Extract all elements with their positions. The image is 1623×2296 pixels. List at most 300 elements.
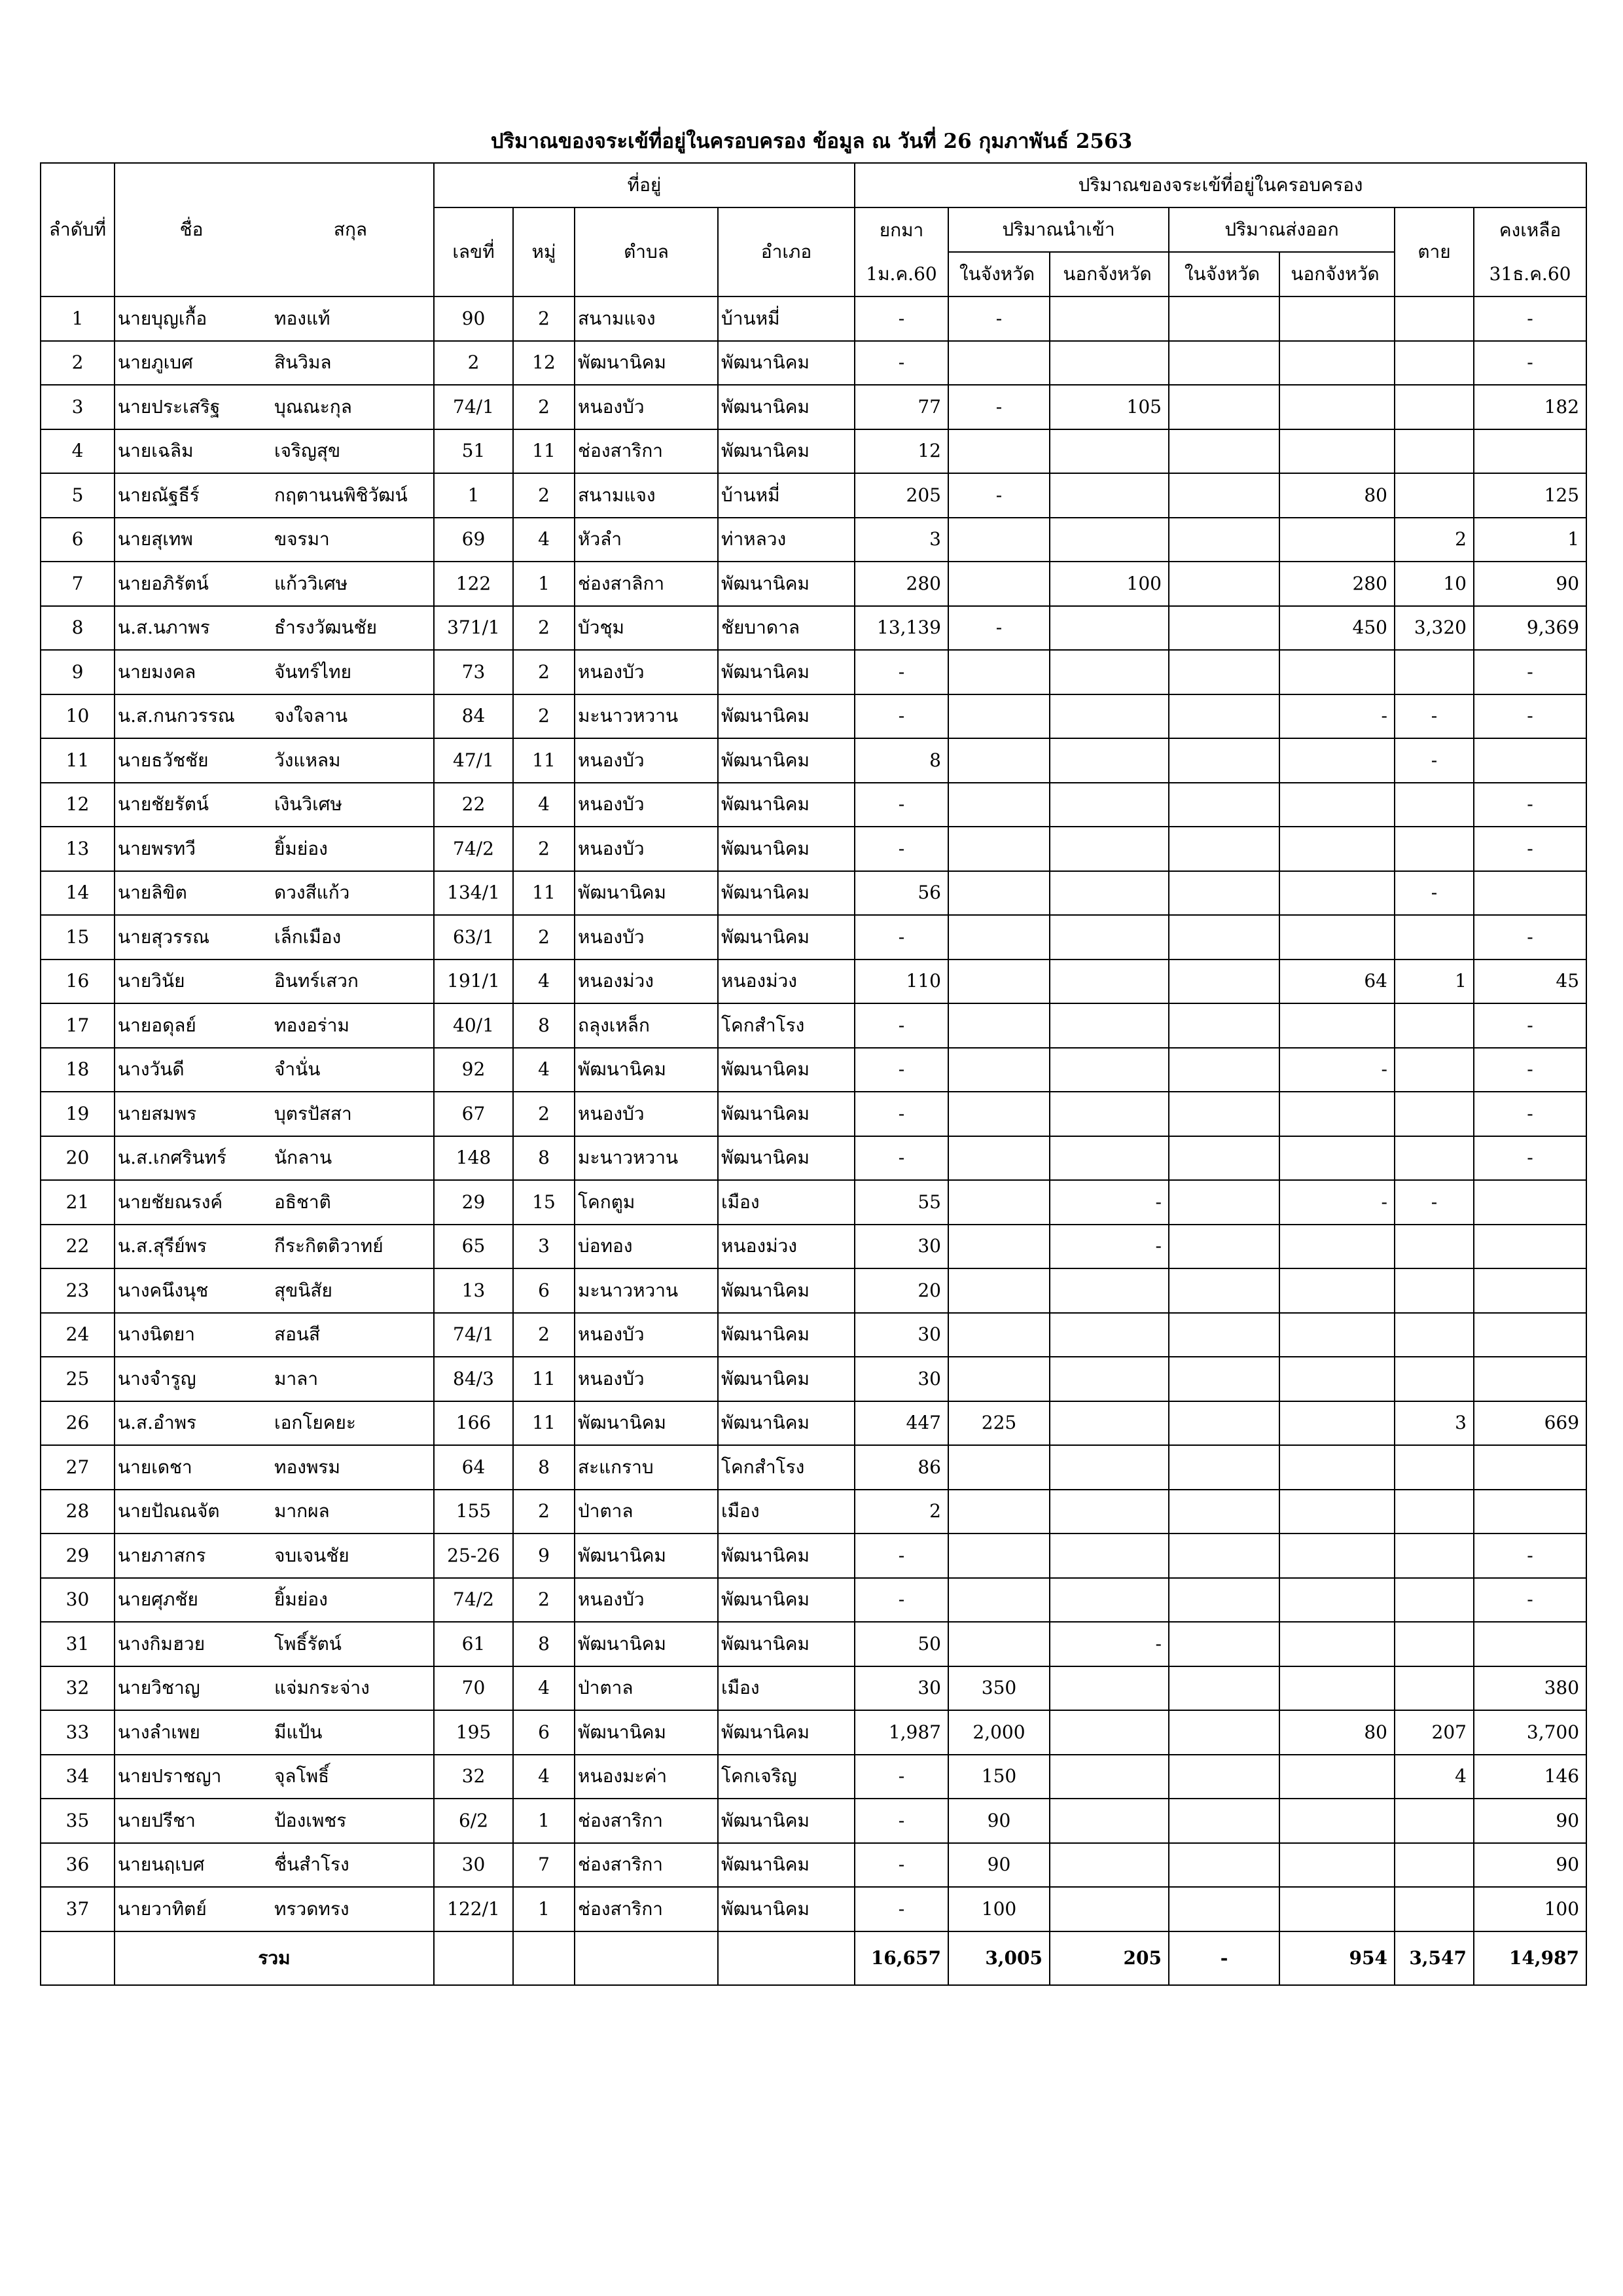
cell-order: 35 (41, 1799, 115, 1843)
header-surname: สกุล (268, 163, 434, 296)
cell-export-in (1169, 1843, 1279, 1888)
total-import-out: 205 (1050, 1931, 1169, 1985)
cell-tambon: หนองบัว (575, 650, 718, 694)
cell-order: 33 (41, 1710, 115, 1755)
cell-import-in (948, 871, 1050, 916)
cell-dead (1395, 1887, 1474, 1931)
cell-moo: 8 (513, 1003, 575, 1048)
cell-first-name: นายเฉลิม (115, 429, 268, 474)
cell-moo: 11 (513, 871, 575, 916)
cell-import-out (1050, 694, 1169, 739)
cell-surname: กฤตานนพิชิวัฒน์ (268, 473, 434, 518)
cell-moo: 9 (513, 1534, 575, 1578)
cell-export-out (1279, 1445, 1395, 1490)
cell-import-out (1050, 1799, 1169, 1843)
cell-import-in (948, 1313, 1050, 1357)
cell-house-no: 148 (434, 1136, 513, 1181)
cell-tambon: หนองมะค่า (575, 1755, 718, 1799)
cell-tambon: สนามแจง (575, 296, 718, 341)
total-label: รวม (115, 1931, 434, 1985)
cell-surname: สินวิมล (268, 341, 434, 386)
table-row (41, 960, 1586, 1004)
cell-carried: - (855, 1755, 948, 1799)
table-row (41, 871, 1586, 916)
cell-moo: 8 (513, 1136, 575, 1181)
cell-carried: 280 (855, 562, 948, 606)
cell-first-name: นายชัยณรงค์ (115, 1180, 268, 1225)
table-row (41, 1710, 1586, 1755)
cell-amphoe: พัฒนานิคม (718, 1843, 855, 1888)
table-row (41, 915, 1586, 960)
cell-first-name: นายปรีชา (115, 1799, 268, 1843)
cell-first-name: นางนิตยา (115, 1313, 268, 1357)
cell-export-out (1279, 1799, 1395, 1843)
cell-surname: เจริญสุข (268, 429, 434, 474)
cell-export-in (1169, 385, 1279, 429)
cell-export-out (1279, 1755, 1395, 1799)
cell-import-in (948, 738, 1050, 783)
cell-order: 16 (41, 960, 115, 1004)
cell-dead (1395, 429, 1474, 474)
cell-export-out (1279, 1622, 1395, 1666)
cell-tambon: ป่าตาล (575, 1490, 718, 1534)
cell-surname: ยิ้มย่อง (268, 1578, 434, 1623)
cell-house-no: 65 (434, 1225, 513, 1269)
cell-dead (1395, 1048, 1474, 1092)
cell-first-name: น.ส.กนกวรรณ (115, 694, 268, 739)
cell-first-name: นายสุวรรณ (115, 915, 268, 960)
cell-remaining: - (1474, 783, 1586, 827)
cell-export-out (1279, 1534, 1395, 1578)
cell-tambon: หนองบัว (575, 783, 718, 827)
cell-remaining: - (1474, 915, 1586, 960)
cell-house-no: 166 (434, 1401, 513, 1446)
cell-tambon: หัวลำ (575, 518, 718, 562)
cell-moo: 2 (513, 915, 575, 960)
cell-first-name: นางคนึงนุช (115, 1268, 268, 1313)
cell-import-in: 90 (948, 1799, 1050, 1843)
cell-amphoe: พัฒนานิคม (718, 341, 855, 386)
cell-dead (1395, 1357, 1474, 1401)
cell-moo: 12 (513, 341, 575, 386)
table-row (41, 1313, 1586, 1357)
cell-export-out (1279, 1136, 1395, 1181)
cell-import-in: - (948, 473, 1050, 518)
cell-carried: 110 (855, 960, 948, 1004)
cell-moo: 2 (513, 296, 575, 341)
cell-export-in (1169, 429, 1279, 474)
cell-moo: 4 (513, 1755, 575, 1799)
cell-remaining (1474, 1357, 1586, 1401)
cell-house-no: 73 (434, 650, 513, 694)
cell-carried: 50 (855, 1622, 948, 1666)
cell-first-name: นายภูเบศ (115, 341, 268, 386)
crocodile-table (40, 162, 1587, 1986)
cell-import-out (1050, 606, 1169, 651)
cell-export-out (1279, 1887, 1395, 1931)
cell-tambon: หนองบัว (575, 1313, 718, 1357)
cell-export-out (1279, 1357, 1395, 1401)
cell-moo: 1 (513, 1887, 575, 1931)
cell-import-in (948, 341, 1050, 386)
table-row (41, 1887, 1586, 1931)
cell-tambon: ช่องสาริกา (575, 1843, 718, 1888)
cell-carried: - (855, 827, 948, 871)
cell-house-no: 74/1 (434, 1313, 513, 1357)
cell-export-in (1169, 1225, 1279, 1269)
cell-order: 24 (41, 1313, 115, 1357)
cell-export-in (1169, 960, 1279, 1004)
cell-import-out: 100 (1050, 562, 1169, 606)
cell-order: 26 (41, 1401, 115, 1446)
cell-import-out (1050, 1887, 1169, 1931)
cell-first-name: นายลิขิต (115, 871, 268, 916)
cell-import-out (1050, 827, 1169, 871)
cell-export-out (1279, 429, 1395, 474)
cell-import-out (1050, 1048, 1169, 1092)
cell-order: 21 (41, 1180, 115, 1225)
cell-remaining: 182 (1474, 385, 1586, 429)
cell-dead (1395, 915, 1474, 960)
cell-first-name: นายสุเทพ (115, 518, 268, 562)
header-first-name: ชื่อ (115, 163, 268, 296)
cell-surname: สุขนิสัย (268, 1268, 434, 1313)
cell-export-in (1169, 1313, 1279, 1357)
cell-import-in (948, 1268, 1050, 1313)
cell-export-in (1169, 650, 1279, 694)
cell-dead: 1 (1395, 960, 1474, 1004)
cell-moo: 4 (513, 960, 575, 1004)
header-import-in-province: ในจังหวัด (948, 252, 1050, 296)
cell-house-no: 63/1 (434, 915, 513, 960)
cell-export-out: - (1279, 1048, 1395, 1092)
cell-first-name: นายบุญเกื้อ (115, 296, 268, 341)
cell-import-out (1050, 1445, 1169, 1490)
cell-surname: ขจรมา (268, 518, 434, 562)
cell-amphoe: พัฒนานิคม (718, 1534, 855, 1578)
cell-import-in (948, 429, 1050, 474)
cell-remaining (1474, 1313, 1586, 1357)
cell-carried: - (855, 915, 948, 960)
cell-export-out (1279, 1268, 1395, 1313)
cell-dead: - (1395, 694, 1474, 739)
cell-remaining: 125 (1474, 473, 1586, 518)
cell-carried: - (855, 783, 948, 827)
cell-export-out: 280 (1279, 562, 1395, 606)
cell-tambon: หนองบัว (575, 738, 718, 783)
table-row (41, 1578, 1586, 1623)
cell-import-in (948, 1445, 1050, 1490)
cell-amphoe: พัฒนานิคม (718, 871, 855, 916)
cell-import-out (1050, 960, 1169, 1004)
cell-moo: 6 (513, 1710, 575, 1755)
cell-moo: 2 (513, 473, 575, 518)
cell-tambon: หนองบัว (575, 827, 718, 871)
cell-tambon: ช่องสาลิกา (575, 562, 718, 606)
cell-carried: 30 (855, 1225, 948, 1269)
cell-export-in (1169, 1755, 1279, 1799)
cell-export-out (1279, 1843, 1395, 1888)
cell-house-no: 74/2 (434, 827, 513, 871)
cell-remaining: - (1474, 1092, 1586, 1136)
cell-import-out (1050, 1666, 1169, 1711)
cell-export-out (1279, 650, 1395, 694)
cell-moo: 11 (513, 738, 575, 783)
cell-house-no: 1 (434, 473, 513, 518)
cell-tambon: มะนาวหวาน (575, 1136, 718, 1181)
cell-first-name: นายวาทิตย์ (115, 1887, 268, 1931)
cell-import-in (948, 650, 1050, 694)
cell-export-out: - (1279, 694, 1395, 739)
cell-first-name: นายนฤเบศ (115, 1843, 268, 1888)
cell-order: 13 (41, 827, 115, 871)
cell-export-out: 80 (1279, 473, 1395, 518)
cell-house-no: 61 (434, 1622, 513, 1666)
cell-order: 1 (41, 296, 115, 341)
cell-dead (1395, 1092, 1474, 1136)
cell-dead (1395, 296, 1474, 341)
cell-surname: จงใจลาน (268, 694, 434, 739)
cell-dead (1395, 385, 1474, 429)
cell-dead: 3 (1395, 1401, 1474, 1446)
cell-tambon: มะนาวหวาน (575, 1268, 718, 1313)
header-dead: ตาย (1395, 207, 1474, 296)
cell-carried: 77 (855, 385, 948, 429)
cell-moo: 2 (513, 827, 575, 871)
cell-import-in (948, 1490, 1050, 1534)
cell-import-in (948, 827, 1050, 871)
total-dead: 3,547 (1395, 1931, 1474, 1985)
cell-export-out (1279, 1092, 1395, 1136)
cell-first-name: นายอภิรัตน์ (115, 562, 268, 606)
cell-import-in: - (948, 385, 1050, 429)
cell-surname: นักลาน (268, 1136, 434, 1181)
cell-order: 6 (41, 518, 115, 562)
header-remaining: คงเหลือ (1474, 207, 1586, 252)
header-address: ที่อยู่ (434, 163, 855, 207)
cell-dead: - (1395, 738, 1474, 783)
cell-moo: 2 (513, 1092, 575, 1136)
table-row (41, 1534, 1586, 1578)
cell-carried: - (855, 1048, 948, 1092)
cell-import-in: 100 (948, 1887, 1050, 1931)
cell-carried: - (855, 341, 948, 386)
cell-tambon: ช่องสาริกา (575, 429, 718, 474)
cell-remaining: 90 (1474, 1843, 1586, 1888)
total-row (41, 1931, 1586, 1985)
table-row (41, 562, 1586, 606)
cell-order: 14 (41, 871, 115, 916)
cell-surname: เล็กเมือง (268, 915, 434, 960)
cell-export-in (1169, 1401, 1279, 1446)
cell-dead (1395, 1445, 1474, 1490)
cell-first-name: นายมงคล (115, 650, 268, 694)
table-row (41, 1180, 1586, 1225)
cell-moo: 3 (513, 1225, 575, 1269)
header-imported: ปริมาณนำเข้า (948, 207, 1169, 252)
cell-export-out: 80 (1279, 1710, 1395, 1755)
cell-export-out (1279, 385, 1395, 429)
cell-remaining: - (1474, 1578, 1586, 1623)
cell-remaining (1474, 1490, 1586, 1534)
cell-export-in (1169, 1268, 1279, 1313)
cell-export-in (1169, 827, 1279, 871)
header-amount: ปริมาณของจระเข้ที่อยู่ในครอบครอง (855, 163, 1586, 207)
cell-moo: 4 (513, 1048, 575, 1092)
cell-order: 18 (41, 1048, 115, 1092)
cell-import-in (948, 1534, 1050, 1578)
cell-house-no: 371/1 (434, 606, 513, 651)
cell-amphoe: พัฒนานิคม (718, 1578, 855, 1623)
cell-remaining: - (1474, 1048, 1586, 1092)
cell-dead (1395, 1534, 1474, 1578)
cell-moo: 7 (513, 1843, 575, 1888)
cell-amphoe: ชัยบาดาล (718, 606, 855, 651)
cell-house-no: 32 (434, 1755, 513, 1799)
cell-export-out (1279, 915, 1395, 960)
header-export-out-province: นอกจังหวัด (1279, 252, 1395, 296)
cell-first-name: นางจำรูญ (115, 1357, 268, 1401)
cell-tambon: หนองบัว (575, 385, 718, 429)
cell-export-in (1169, 606, 1279, 651)
cell-dead (1395, 1136, 1474, 1181)
cell-carried: - (855, 1534, 948, 1578)
cell-tambon: สะแกราบ (575, 1445, 718, 1490)
cell-import-in (948, 1048, 1050, 1092)
cell-export-out: - (1279, 1180, 1395, 1225)
cell-export-in (1169, 1534, 1279, 1578)
cell-export-in (1169, 1445, 1279, 1490)
cell-amphoe: บ้านหมี่ (718, 473, 855, 518)
cell-export-in (1169, 1092, 1279, 1136)
cell-remaining: - (1474, 694, 1586, 739)
cell-house-no: 64 (434, 1445, 513, 1490)
cell-import-out (1050, 473, 1169, 518)
cell-carried: - (855, 1003, 948, 1048)
cell-remaining: - (1474, 1534, 1586, 1578)
cell-remaining: 9,369 (1474, 606, 1586, 651)
cell-amphoe: เมือง (718, 1666, 855, 1711)
cell-import-out (1050, 1710, 1169, 1755)
cell-surname: เงินวิเศษ (268, 783, 434, 827)
cell-remaining: 90 (1474, 1799, 1586, 1843)
cell-surname: ธำรงวัฒนชัย (268, 606, 434, 651)
cell-import-out (1050, 650, 1169, 694)
cell-order: 32 (41, 1666, 115, 1711)
cell-moo: 2 (513, 1490, 575, 1534)
cell-tambon: บ่อทอง (575, 1225, 718, 1269)
cell-surname: มาลา (268, 1357, 434, 1401)
cell-remaining: 380 (1474, 1666, 1586, 1711)
cell-dead (1395, 1578, 1474, 1623)
cell-house-no: 70 (434, 1666, 513, 1711)
cell-export-out (1279, 1003, 1395, 1048)
cell-house-no: 47/1 (434, 738, 513, 783)
cell-amphoe: พัฒนานิคม (718, 1048, 855, 1092)
cell-moo: 15 (513, 1180, 575, 1225)
cell-dead (1395, 1799, 1474, 1843)
cell-amphoe: พัฒนานิคม (718, 1710, 855, 1755)
cell-dead (1395, 341, 1474, 386)
header-carried: ยกมา (855, 207, 948, 252)
cell-house-no: 195 (434, 1710, 513, 1755)
cell-surname: จำนั่น (268, 1048, 434, 1092)
header-carried-date: 1ม.ค.60 (855, 252, 948, 296)
cell-export-out (1279, 1666, 1395, 1711)
cell-order: 12 (41, 783, 115, 827)
cell-remaining: 146 (1474, 1755, 1586, 1799)
cell-surname: โพธิ์รัตน์ (268, 1622, 434, 1666)
cell-carried: - (855, 694, 948, 739)
cell-import-in (948, 783, 1050, 827)
cell-amphoe: พัฒนานิคม (718, 1268, 855, 1313)
cell-import-out (1050, 296, 1169, 341)
cell-tambon: หนองบัว (575, 1092, 718, 1136)
cell-export-in (1169, 1048, 1279, 1092)
cell-house-no: 29 (434, 1180, 513, 1225)
cell-tambon: พัฒนานิคม (575, 341, 718, 386)
cell-carried: - (855, 650, 948, 694)
header-moo: หมู่ (513, 207, 575, 296)
cell-house-no: 84 (434, 694, 513, 739)
cell-import-out (1050, 738, 1169, 783)
header-import-out-province: นอกจังหวัด (1050, 252, 1169, 296)
cell-export-in (1169, 1490, 1279, 1534)
cell-carried: 86 (855, 1445, 948, 1490)
cell-moo: 4 (513, 518, 575, 562)
cell-import-in: 2,000 (948, 1710, 1050, 1755)
table-row (41, 694, 1586, 739)
cell-export-out: 64 (1279, 960, 1395, 1004)
table-row (41, 1401, 1586, 1446)
cell-surname: แก้ววิเศษ (268, 562, 434, 606)
cell-moo: 2 (513, 694, 575, 739)
cell-house-no: 191/1 (434, 960, 513, 1004)
cell-house-no: 122/1 (434, 1887, 513, 1931)
cell-import-in (948, 1003, 1050, 1048)
table-row (41, 1799, 1586, 1843)
total-carried: 16,657 (855, 1931, 948, 1985)
cell-amphoe: พัฒนานิคม (718, 694, 855, 739)
cell-house-no: 25-26 (434, 1534, 513, 1578)
cell-carried: 205 (855, 473, 948, 518)
cell-import-in: 150 (948, 1755, 1050, 1799)
cell-export-out: 450 (1279, 606, 1395, 651)
cell-carried: - (855, 1136, 948, 1181)
cell-remaining: 45 (1474, 960, 1586, 1004)
cell-import-out: - (1050, 1180, 1169, 1225)
cell-first-name: นายพรทวี (115, 827, 268, 871)
cell-dead (1395, 1666, 1474, 1711)
cell-tambon: ช่องสาริกา (575, 1799, 718, 1843)
table-row (41, 473, 1586, 518)
cell-export-out (1279, 738, 1395, 783)
cell-amphoe: พัฒนานิคม (718, 1092, 855, 1136)
cell-house-no: 84/3 (434, 1357, 513, 1401)
cell-carried: 3 (855, 518, 948, 562)
cell-carried: 56 (855, 871, 948, 916)
cell-export-in (1169, 1136, 1279, 1181)
table-row (41, 1048, 1586, 1092)
cell-order: 8 (41, 606, 115, 651)
cell-dead (1395, 650, 1474, 694)
cell-remaining: 669 (1474, 1401, 1586, 1446)
cell-import-in: 90 (948, 1843, 1050, 1888)
table-row (41, 827, 1586, 871)
cell-remaining: - (1474, 296, 1586, 341)
cell-surname: ทองอร่าม (268, 1003, 434, 1048)
cell-import-out: - (1050, 1225, 1169, 1269)
